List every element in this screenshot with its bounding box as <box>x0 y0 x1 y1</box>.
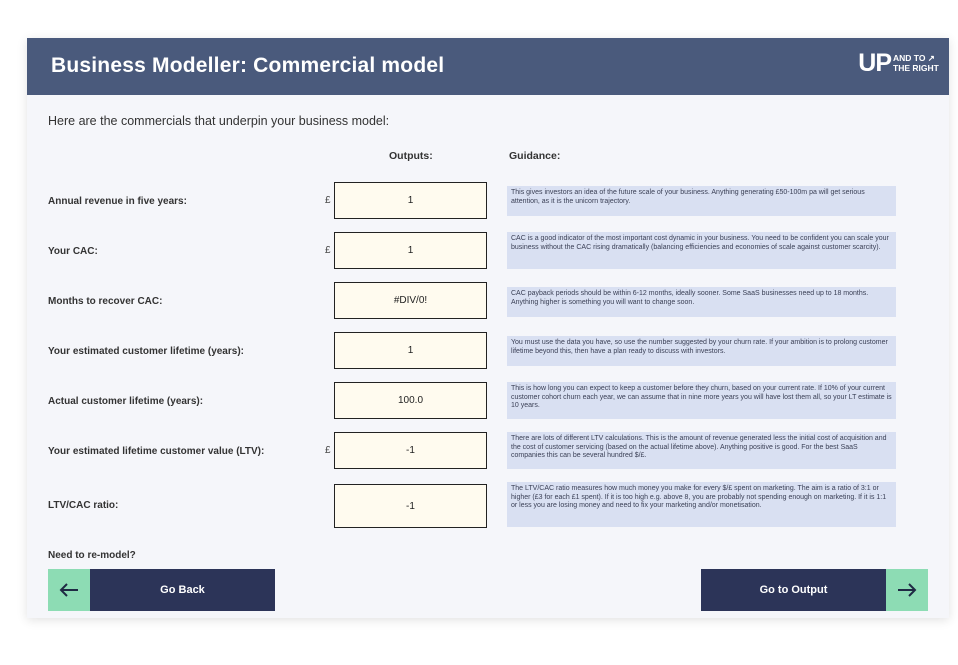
brand-logo <box>857 49 937 79</box>
intro-text: Here are the commercials that underpin your business model: <box>48 114 390 128</box>
output-actual-lifetime[interactable]: 100.0 <box>334 382 487 419</box>
currency-symbol: £ <box>325 245 331 256</box>
back-arrow-button[interactable] <box>48 569 90 611</box>
row-label-ltv-cac-ratio: LTV/CAC ratio: <box>48 500 119 511</box>
guidance-estimated-lifetime: You must use the data you have, so use the number suggested by your churn rate. If your ambition is to prolong customer lifetime beyond this, then have a plan ready to discuss with investors. <box>507 336 896 366</box>
row-label-actual-lifetime: Actual customer lifetime (years): <box>48 396 204 407</box>
remodel-prompt: Need to re-model? <box>48 550 136 561</box>
currency-symbol: £ <box>325 195 331 206</box>
header-bar <box>27 38 949 95</box>
currency-symbol: £ <box>325 445 331 456</box>
output-estimated-lifetime[interactable]: 1 <box>334 332 487 369</box>
guidance-ltv: There are lots of different LTV calculations. This is the amount of revenue generated less the initial cost of acquisition and the cost of customer servicing (based on the actual lifetime above). Anything positive is good. For the best SaaS companies this can be several hundred $/£. <box>507 432 896 469</box>
output-ltv-cac-ratio[interactable]: -1 <box>334 484 487 528</box>
output-cac[interactable]: 1 <box>334 232 487 269</box>
output-ltv[interactable]: -1 <box>334 432 487 469</box>
go-to-output-button[interactable]: Go to Output <box>701 569 886 611</box>
logo-main-text: UP <box>858 49 891 77</box>
row-label-months-recover-cac: Months to recover CAC: <box>48 296 163 307</box>
outputs-heading: Outputs: <box>389 150 433 162</box>
page-title: Business Modeller: Commercial model <box>51 54 445 77</box>
guidance-annual-revenue: This gives investors an idea of the future scale of your business. Anything generating £50-100m pa will get serious attention, as it is the unicorn trajectory. <box>507 186 896 216</box>
guidance-actual-lifetime: This is how long you can expect to keep a customer before they churn, based on your current rate. If 10% of your current customer cohort churn each year, we can assume that in nine more years you will have lost them all, so your LT estimate is 10 years. <box>507 382 896 419</box>
output-months-recover-cac[interactable]: #DIV/0! <box>334 282 487 319</box>
guidance-cac: CAC is a good indicator of the most important cost dynamic in your business. You need to be confident you can scale your business without the CAC rising dramatically (balancing efficiencies and economies of scale against customer scarcity). <box>507 232 896 269</box>
forward-arrow-button[interactable] <box>886 569 928 611</box>
guidance-heading: Guidance: <box>509 150 561 162</box>
go-back-button[interactable]: Go Back <box>90 569 275 611</box>
guidance-months-recover-cac: CAC payback periods should be within 6-12 months, ideally sooner. Some SaaS businesses need up to 18 months. Anything higher is something you will want to change soon. <box>507 287 896 317</box>
row-label-ltv: Your estimated lifetime customer value (LTV): <box>48 446 265 457</box>
arrow-right-icon <box>897 583 917 597</box>
row-label-estimated-lifetime: Your estimated customer lifetime (years): <box>48 346 244 357</box>
row-label-annual-revenue: Annual revenue in five years: <box>48 196 187 207</box>
arrow-left-icon <box>59 583 79 597</box>
output-annual-revenue[interactable]: 1 <box>334 182 487 219</box>
model-card <box>27 38 949 618</box>
row-label-cac: Your CAC: <box>48 246 98 257</box>
guidance-ltv-cac-ratio: The LTV/CAC ratio measures how much money you make for every $/£ spent on marketing. The aim is a ratio of 3:1 or higher (£3 for each £1 spent). If it is too high e.g. above 8, you are probably not spending enough on marketing. If it is 1:1 or less you are losing money and need to fix your marketing and/or monetisation. <box>507 482 896 527</box>
logo-line-1: AND TO ↗ <box>893 53 935 63</box>
logo-line-2: THE RIGHT <box>893 63 939 73</box>
